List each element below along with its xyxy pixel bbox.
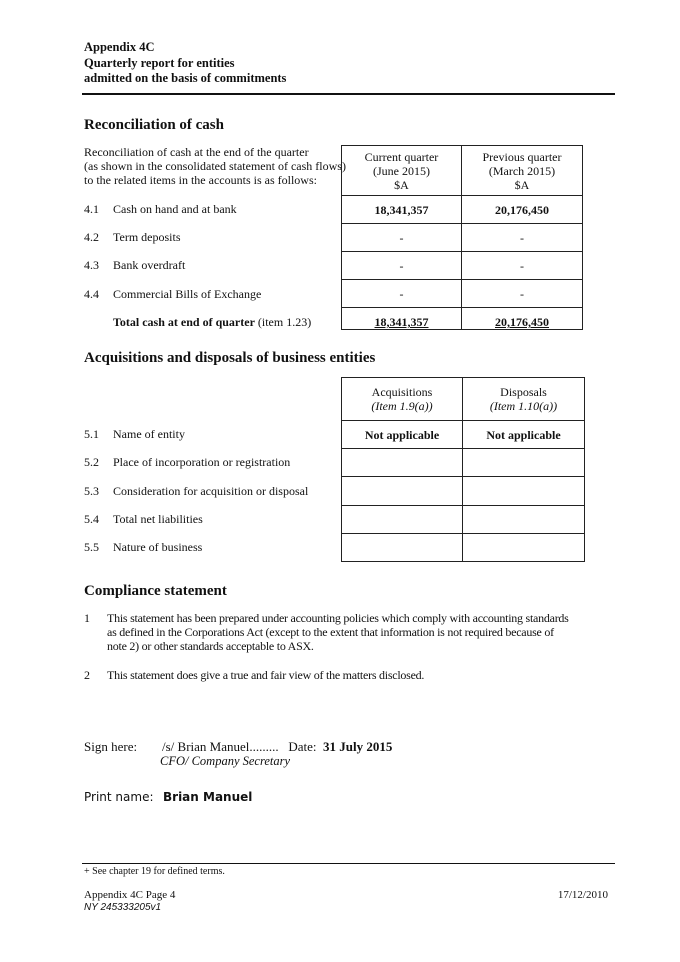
cell-disposals (463, 477, 584, 506)
compliance-line: as defined in the Corporations Act (except to the extent that information is not required because of (107, 625, 554, 639)
intro-line: to the related items in the accounts is as follows: (84, 173, 317, 187)
compliance-line: note 2) or other standards acceptable to ASX. (107, 639, 314, 653)
cell-current: - (342, 252, 462, 280)
print-name-label: Print name: (84, 790, 154, 804)
col-header-previous (462, 146, 582, 196)
cell-previous: 20,176,450 (462, 196, 582, 224)
cell-disposals (463, 449, 584, 477)
cell-current: - (342, 280, 462, 308)
header-rule (82, 93, 615, 95)
row-label: Cash on hand and at bank (113, 202, 237, 216)
header-text: (March 2015) (488, 163, 556, 178)
section-title-compliance: Compliance statement (84, 583, 227, 599)
total-label-bold: Total cash at end of quarter (113, 315, 255, 329)
header-text: Acquisitions (371, 385, 433, 399)
row-number: 4.3 (84, 258, 99, 272)
row-label: Term deposits (113, 230, 181, 244)
cell-acquisitions (342, 534, 463, 561)
cell-acquisitions: Not applicable (342, 421, 463, 449)
page-label: Appendix 4C Page 4 (84, 889, 176, 901)
row-label: Name of entity (113, 427, 185, 441)
cell-current: 18,341,357 (342, 196, 462, 224)
compliance-line: This statement has been prepared under accounting policies which comply with accounting standards (107, 611, 569, 625)
total-previous: 20,176,450 (495, 315, 549, 329)
header-text: (Item 1.9(a)) (371, 399, 433, 413)
signature: /s/ Brian Manuel......... (162, 739, 279, 754)
row-label: Nature of business (113, 540, 203, 554)
acquisitions-table (341, 377, 585, 562)
header-line: Quarterly report for entities (84, 55, 235, 70)
print-name: Brian Manuel (163, 790, 253, 804)
intro-line: (as shown in the consolidated statement of cash flows) (84, 159, 346, 173)
header-line: Appendix 4C (84, 40, 155, 54)
col-header-disposals (463, 378, 584, 421)
cell-previous: - (462, 224, 582, 252)
cell-previous: - (462, 252, 582, 280)
header-text: $A (394, 177, 409, 192)
row-label: Total net liabilities (113, 512, 203, 526)
row-number: 4.2 (84, 230, 99, 244)
document-id: NY 245333205v1 (84, 902, 162, 913)
sign-label: Sign here: (84, 739, 138, 754)
footnote: + See chapter 19 for defined terms. (84, 866, 225, 877)
row-number: 4.1 (84, 202, 99, 216)
col-header-current (342, 146, 462, 196)
footer-rule (82, 863, 615, 864)
footer-date: 17/12/2010 (557, 889, 608, 901)
document-header (84, 40, 286, 87)
signatory-role: CFO/ Company Secretary (160, 754, 291, 768)
total-label (113, 315, 311, 330)
signature-line (162, 739, 392, 755)
cell-acquisitions (342, 477, 463, 506)
row-number: 5.1 (84, 427, 99, 441)
cash-table (341, 145, 583, 330)
compliance-number: 1 (84, 611, 90, 625)
row-label: Bank overdraft (113, 258, 186, 272)
header-text: Current quarter (364, 149, 439, 164)
cell-current: - (342, 224, 462, 252)
cell-disposals (463, 534, 584, 561)
section-title-reconciliation: Reconciliation of cash (84, 117, 224, 133)
col-header-acquisitions (342, 378, 463, 421)
date-label: Date: (288, 739, 317, 754)
row-number: 4.4 (84, 287, 99, 301)
row-number: 5.4 (84, 512, 99, 526)
cell-disposals (463, 506, 584, 534)
row-number: 5.5 (84, 540, 99, 554)
compliance-number: 2 (84, 668, 90, 682)
row-number: 5.2 (84, 455, 99, 469)
header-line: admitted on the basis of commitments (84, 71, 287, 85)
cell-previous: - (462, 280, 582, 308)
reconciliation-intro (84, 145, 346, 187)
header-text: (Item 1.10(a)) (489, 399, 558, 413)
header-text: $A (514, 177, 530, 192)
total-current: 18,341,357 (342, 308, 462, 329)
cell-acquisitions (342, 506, 463, 534)
cell-disposals: Not applicable (463, 421, 584, 449)
signature-date: 31 July 2015 (323, 739, 393, 754)
row-label: Commercial Bills of Exchange (113, 287, 262, 301)
total-ref: (item 1.23) (254, 315, 312, 329)
intro-line: Reconciliation of cash at the end of the quarter (84, 145, 309, 159)
header-text: (June 2015) (373, 163, 430, 178)
row-number: 5.3 (84, 484, 99, 498)
row-label: Place of incorporation or registration (113, 455, 291, 469)
cell-acquisitions (342, 449, 463, 477)
header-text: Previous quarter (482, 149, 562, 164)
compliance-item: This statement does give a true and fair view of the matters disclosed. (107, 668, 425, 682)
compliance-item (107, 611, 569, 653)
row-label: Consideration for acquisition or disposal (113, 484, 309, 498)
header-text: Disposals (500, 385, 547, 399)
section-title-acquisitions: Acquisitions and disposals of business entities (84, 350, 376, 366)
